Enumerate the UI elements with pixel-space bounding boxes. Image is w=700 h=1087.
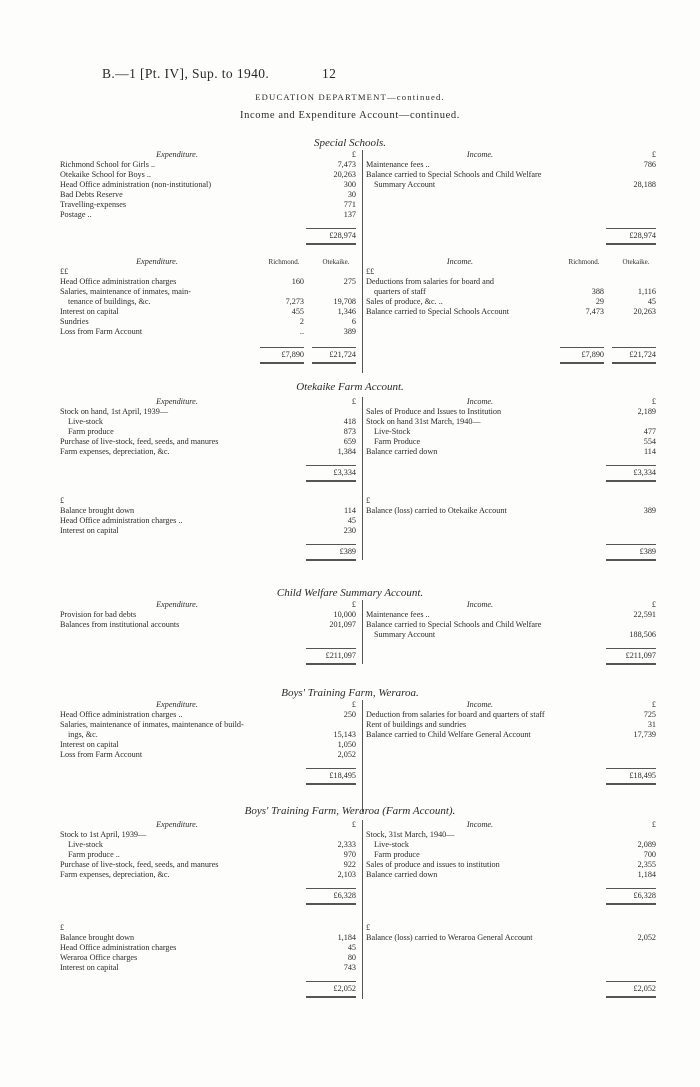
pound-sign: £	[351, 150, 356, 159]
ledger-row	[60, 417, 360, 427]
ledger-total: £211,097	[606, 648, 656, 665]
ledger-amount: 2,052	[637, 933, 656, 942]
ledger-item: Head Office administration charges ..	[60, 710, 183, 719]
ledger-item: Stock on hand 31st March, 1940—	[366, 417, 481, 426]
ledger-item: Salaries, maintenance of inmates, main-	[60, 287, 191, 296]
ledger-row	[366, 860, 660, 870]
ledger-row	[366, 933, 660, 943]
ledger-amount-richmond: 455	[291, 307, 304, 316]
ledger-row	[60, 516, 360, 526]
ledger-total: £3,334	[606, 465, 656, 482]
pound-row	[60, 267, 360, 277]
ledger-item: Balance carried down	[366, 870, 438, 879]
ledger-amount-otekaike: 1,346	[337, 307, 356, 316]
ledger-item: Richmond School for Girls ..	[60, 160, 156, 169]
ledger-item: Farm expenses, depreciation, &c.	[60, 447, 170, 456]
ledger-row	[60, 427, 360, 437]
pound-sign: £	[370, 267, 375, 276]
pound-row	[366, 496, 660, 506]
ledger-total: £389	[306, 544, 356, 561]
pound-sign: £	[651, 600, 656, 609]
ledger-amount: 45	[347, 516, 356, 525]
ledger-row	[366, 160, 660, 170]
ledger-amount-otekaike: 1,116	[637, 287, 656, 296]
ledger-total: £2,052	[306, 981, 356, 998]
ledger-total: £28,974	[306, 228, 356, 245]
pound-sign: £	[60, 923, 65, 932]
ledger-amount: 137	[343, 210, 356, 219]
ledger-row	[60, 190, 360, 200]
ledger-total: £18,495	[606, 768, 656, 785]
pound-sign: £	[351, 600, 356, 609]
pound-row	[60, 496, 360, 506]
column-head-richmond: Richmond.	[568, 258, 600, 266]
ledger-item: Sundries	[60, 317, 89, 326]
boys-farm-account-title: Boys' Training Farm, Weraroa (Farm Account).	[244, 805, 456, 817]
ledger-amount: 30	[347, 190, 356, 199]
column-divider	[362, 700, 363, 812]
ledger-amount: 1,384	[337, 447, 356, 456]
ledger-item: tenance of buildings, &c.	[68, 297, 151, 306]
ledger-item: Interest on capital	[60, 307, 119, 316]
page-number: 12	[322, 66, 337, 81]
ledger-item: Otekaike School for Boys ..	[60, 170, 151, 179]
ledger-row	[60, 610, 360, 620]
ledger-amount: 2,103	[337, 870, 356, 879]
ledger-amount: 873	[343, 427, 356, 436]
ledger-item: Provision for bad debts	[60, 610, 137, 619]
pound-sign: £	[651, 150, 656, 159]
ledger-amount-otekaike: 6	[351, 317, 356, 326]
ledger-total: £2,052	[606, 981, 656, 998]
ledger-item: Head Office administration charges ..	[60, 516, 183, 525]
ledger-amount-otekaike: 275	[343, 277, 356, 286]
boys-training-farm-title: Boys' Training Farm, Weraroa.	[281, 687, 419, 699]
expenditure-heading-label: Expenditure.	[156, 700, 198, 709]
ledger-row	[366, 180, 660, 190]
ledger-item: Loss from Farm Account	[60, 750, 143, 759]
pound-sign: £	[64, 267, 69, 276]
ledger-item: Live-stock	[68, 417, 104, 426]
pound-sign: £	[651, 820, 656, 829]
richmond-otekaike-account	[60, 257, 660, 373]
special-schools-account	[60, 150, 660, 270]
ledger-row	[60, 170, 360, 180]
ledger-amount: 114	[344, 506, 356, 515]
ledger-row	[60, 200, 360, 210]
ledger-row	[366, 870, 660, 880]
ledger-amount: 1,184	[337, 933, 356, 942]
expenditure-heading	[60, 820, 360, 830]
ledger-row	[366, 287, 660, 297]
ledger-row	[60, 620, 360, 630]
ledger-row	[60, 943, 360, 953]
expenditure-heading	[60, 397, 360, 407]
ledger-total: £211,097	[306, 648, 356, 665]
ledger-item: Sales of produce, &c. ..	[366, 297, 443, 306]
income-heading-label: Income.	[466, 397, 494, 406]
ledger-amount: 922	[343, 860, 356, 869]
ledger-item: Travelling-expenses	[60, 200, 127, 209]
column-divider	[362, 600, 363, 664]
ledger-amount: 1,050	[337, 740, 356, 749]
ledger-amount-richmond: 160	[291, 277, 304, 286]
ledger-item: Farm produce ..	[68, 850, 120, 859]
ledger-row	[60, 297, 360, 307]
ledger-amount: 786	[643, 160, 656, 169]
ledger-amount-richmond: 7,473	[585, 307, 604, 316]
income-heading-label: Income.	[446, 257, 474, 266]
column-divider	[362, 257, 363, 373]
ledger-amount: 771	[343, 200, 356, 209]
ledger-item: Head Office administration charges	[60, 943, 177, 952]
account-title: Income and Expenditure Account—continued.	[240, 110, 460, 121]
ledger-row	[60, 526, 360, 536]
ledger-amount: 31	[647, 720, 656, 729]
ledger-total-otekaike: £21,724	[612, 347, 656, 364]
ledger-total: £6,328	[306, 888, 356, 905]
ledger-row	[60, 437, 360, 447]
ledger-item: Weraroa Office charges	[60, 953, 138, 962]
ledger-row	[60, 720, 360, 730]
ledger-item: Balance (loss) carried to Otekaike Account	[366, 506, 507, 515]
ledger-amount: 700	[643, 850, 656, 859]
ledger-item: Rent of buildings and sundries	[366, 720, 467, 729]
ledger-row	[366, 840, 660, 850]
income-column	[366, 496, 660, 556]
income-column	[366, 600, 660, 660]
ledger-amount-richmond: ..	[299, 327, 304, 336]
ledger-item: Maintenance fees ..	[366, 160, 430, 169]
ledger-row	[366, 417, 660, 427]
column-divider	[362, 496, 363, 560]
ledger-row	[60, 830, 360, 840]
expenditure-heading-label: Expenditure.	[156, 150, 198, 159]
ledger-row	[60, 287, 360, 297]
ledger-amount: 2,189	[637, 407, 656, 416]
ledger-item: quarters of staff	[374, 287, 426, 296]
income-column	[366, 923, 660, 993]
income-heading	[366, 700, 660, 710]
ledger-item: Purchase of live-stock, feed, seeds, and manures	[60, 437, 219, 446]
ledger-item: Live-stock	[374, 840, 410, 849]
special-schools-title: Special Schools.	[313, 137, 387, 149]
ledger-row	[366, 830, 660, 840]
income-column	[366, 257, 660, 359]
ledger-item: Summary Account	[374, 180, 436, 189]
ledger-item: Deduction from salaries for board and quarters of staff	[366, 710, 545, 719]
ledger-row	[366, 307, 660, 317]
ledger-amount: 2,333	[337, 840, 356, 849]
ledger-row	[366, 427, 660, 437]
column-divider	[362, 820, 363, 924]
ledger-total: £18,495	[306, 768, 356, 785]
ledger-item: Sales of produce and issues to institution	[366, 860, 500, 869]
ledger-item: Balance carried to Special Schools Account	[366, 307, 510, 316]
income-heading	[366, 600, 660, 610]
ledger-item: Balance carried to Special Schools and Child Welfare	[366, 170, 542, 179]
ledger-item: Head Office administration (non-institutional)	[60, 180, 212, 189]
ledger-row	[60, 506, 360, 516]
boys-farm-loss-account	[60, 923, 660, 999]
income-heading	[366, 257, 660, 267]
ledger-row	[366, 170, 660, 180]
ledger-row	[60, 277, 360, 287]
income-heading-label: Income.	[466, 150, 494, 159]
pound-sign: £	[651, 700, 656, 709]
column-divider	[362, 397, 363, 497]
ledger-amount: 201,097	[329, 620, 356, 629]
ledger-total: £28,974	[606, 228, 656, 245]
ledger-row	[60, 850, 360, 860]
ledger-item: Loss from Farm Account	[60, 327, 143, 336]
expenditure-heading-label: Expenditure.	[156, 820, 198, 829]
ledger-total-richmond: £7,890	[560, 347, 604, 364]
pound-row	[60, 923, 360, 933]
pound-sign: £	[351, 820, 356, 829]
ledger-item: Live-Stock	[374, 427, 411, 436]
ledger-row	[366, 630, 660, 640]
ledger-item: Farm Produce	[374, 437, 421, 446]
ledger-row	[366, 710, 660, 720]
pound-sign: £	[60, 496, 65, 505]
ledger-row	[60, 407, 360, 417]
ledger-item: Balances from institutional accounts	[60, 620, 180, 629]
ledger-amount: 22,591	[633, 610, 656, 619]
page-reference: B.—1 [Pt. IV], Sup. to 1940.	[102, 66, 270, 81]
income-heading-label: Income.	[466, 600, 494, 609]
ledger-row	[60, 210, 360, 220]
expenditure-heading	[60, 150, 360, 160]
ledger-amount: 20,263	[333, 170, 356, 179]
ledger-amount-richmond: 2	[299, 317, 304, 326]
pound-sign: £	[366, 923, 371, 932]
ledger-row	[60, 160, 360, 170]
ledger-row	[60, 447, 360, 457]
income-column	[366, 820, 660, 900]
income-heading	[366, 397, 660, 407]
child-welfare-summary-account	[60, 600, 660, 664]
pound-sign: £	[651, 397, 656, 406]
ledger-amount: 15,143	[333, 730, 356, 739]
ledger-item: Salaries, maintenance of inmates, maintenance of build-	[60, 720, 244, 729]
ledger-item: Interest on capital	[60, 526, 119, 535]
ledger-amount: 10,000	[333, 610, 356, 619]
ledger-amount: 80	[347, 953, 356, 962]
ledger-item: Balance (loss) carried to Weraroa General Account	[366, 933, 533, 942]
income-heading	[366, 820, 660, 830]
ledger-row	[60, 870, 360, 880]
ledger-item: Balance brought down	[60, 506, 135, 515]
expenditure-column	[60, 600, 360, 660]
ledger-amount-richmond: 7,273	[285, 297, 304, 306]
ledger-amount: 28,188	[633, 180, 656, 189]
ledger-row	[60, 840, 360, 850]
ledger-amount: 743	[343, 963, 356, 972]
income-heading-label: Income.	[466, 820, 494, 829]
ledger-item: Farm expenses, depreciation, &c.	[60, 870, 170, 879]
ledger-item: Balance carried to Child Welfare General Account	[366, 730, 531, 739]
otekaike-farm-loss-account	[60, 496, 660, 560]
boys-farm-account	[60, 820, 660, 924]
ledger-row	[60, 953, 360, 963]
pound-sign: £	[351, 700, 356, 709]
ledger-item: Stock, 31st March, 1940—	[366, 830, 455, 839]
ledger-item: Purchase of live-stock, feed, seeds, and manures	[60, 860, 219, 869]
ledger-item: Farm produce	[374, 850, 420, 859]
income-column	[366, 700, 660, 780]
expenditure-column	[60, 820, 360, 900]
ledger-amount: 230	[343, 526, 356, 535]
pound-row	[366, 923, 660, 933]
column-head-otekaike: Otekaike.	[322, 258, 350, 266]
ledger-item: Stock on hand, 1st April, 1939—	[60, 407, 169, 416]
column-divider	[362, 923, 363, 999]
ledger-row	[366, 610, 660, 620]
ledger-item: Maintenance fees ..	[366, 610, 430, 619]
ledger-amount: 1,184	[637, 870, 656, 879]
ledger-amount: 17,739	[633, 730, 656, 739]
ledger-row	[60, 710, 360, 720]
ledger-amount: 45	[347, 943, 356, 952]
pound-sign: £	[366, 496, 371, 505]
expenditure-heading-label: Expenditure.	[136, 257, 178, 266]
ledger-amount: 659	[343, 437, 356, 446]
income-heading-label: Income.	[466, 700, 494, 709]
ledger-row	[60, 963, 360, 973]
ledger-item: Interest on capital	[60, 963, 119, 972]
ledger-item: Head Office administration charges	[60, 277, 177, 286]
expenditure-heading-label: Expenditure.	[156, 600, 198, 609]
ledger-amount: 725	[643, 710, 656, 719]
ledger-amount-otekaike: 20,263	[633, 307, 656, 316]
ledger-amount-otekaike: 45	[647, 297, 656, 306]
ledger-row	[366, 297, 660, 307]
ledger-row	[60, 750, 360, 760]
ledger-row	[60, 860, 360, 870]
ledger-total: £3,334	[306, 465, 356, 482]
expenditure-heading	[60, 600, 360, 610]
column-head-otekaike: Otekaike.	[622, 258, 650, 266]
ledger-amount: 300	[343, 180, 356, 189]
ledger-row	[366, 447, 660, 457]
expenditure-heading-label: Expenditure.	[156, 397, 198, 406]
column-divider	[362, 150, 363, 270]
otekaike-farm-title: Otekaike Farm Account.	[296, 381, 404, 393]
ledger-total-otekaike: £21,724	[312, 347, 356, 364]
expenditure-column	[60, 700, 360, 780]
expenditure-heading	[60, 700, 360, 710]
child-welfare-title: Child Welfare Summary Account.	[276, 587, 424, 599]
ledger-total-richmond: £7,890	[260, 347, 304, 364]
ledger-item: Balance carried to Special Schools and Child Welfare	[366, 620, 542, 629]
column-head-richmond: Richmond.	[268, 258, 300, 266]
boys-training-farm-account	[60, 700, 660, 812]
ledger-amount-richmond: 388	[591, 287, 604, 296]
pound-row	[366, 267, 660, 277]
ledger-amount: 970	[343, 850, 356, 859]
ledger-row	[60, 307, 360, 317]
expenditure-column	[60, 496, 360, 556]
ledger-row	[366, 620, 660, 630]
ledger-item: Stock to 1st April, 1939—	[60, 830, 147, 839]
ledger-item: Deductions from salaries for board and	[366, 277, 495, 286]
ledger-amount: 250	[343, 710, 356, 719]
ledger-row	[60, 317, 360, 327]
ledger-amount-otekaike: 389	[343, 327, 356, 336]
ledger-item: Farm produce	[68, 427, 114, 436]
ledger-amount: 2,355	[637, 860, 656, 869]
ledger-row	[60, 740, 360, 750]
otekaike-farm-account	[60, 397, 660, 497]
ledger-amount: 7,473	[337, 160, 356, 169]
ledger-row	[366, 850, 660, 860]
ledger-item: Live-stock	[68, 840, 104, 849]
ledger-amount-richmond: 29	[595, 297, 604, 306]
ledger-item: Interest on capital	[60, 740, 119, 749]
ledger-row	[366, 730, 660, 740]
ledger-row	[366, 437, 660, 447]
ledger-item: Bad Debts Reserve	[60, 190, 123, 199]
ledger-amount: 114	[644, 447, 656, 456]
pound-sign: £	[60, 267, 65, 276]
ledger-item: Balance carried down	[366, 447, 438, 456]
ledger-row	[366, 506, 660, 516]
expenditure-column	[60, 150, 360, 240]
ledger-item: Sales of Produce and Issues to Institution	[366, 407, 502, 416]
ledger-amount: 188,506	[629, 630, 656, 639]
income-column	[366, 150, 660, 240]
income-heading	[366, 150, 660, 160]
ledger-amount: 389	[643, 506, 656, 515]
expenditure-heading	[60, 257, 360, 267]
ledger-item: ings, &c.	[68, 730, 98, 739]
ledger-item: Summary Account	[374, 630, 436, 639]
pound-sign: £	[366, 267, 371, 276]
ledger-amount: 418	[343, 417, 356, 426]
ledger-row	[60, 933, 360, 943]
department-title: EDUCATION DEPARTMENT—continued.	[255, 92, 445, 102]
pound-sign: £	[351, 397, 356, 406]
expenditure-column	[60, 257, 360, 359]
expenditure-column	[60, 923, 360, 993]
ledger-total: £6,328	[606, 888, 656, 905]
ledger-row	[366, 720, 660, 730]
ledger-row	[366, 407, 660, 417]
ledger-amount: 2,089	[637, 840, 656, 849]
ledger-amount: 2,052	[337, 750, 356, 759]
ledger-amount: 554	[643, 437, 656, 446]
ledger-amount: 477	[643, 427, 656, 436]
ledger-row	[366, 277, 660, 287]
expenditure-column	[60, 397, 360, 477]
ledger-total: £389	[606, 544, 656, 561]
income-column	[366, 397, 660, 477]
ledger-item: Postage ..	[60, 210, 92, 219]
ledger-row	[60, 180, 360, 190]
ledger-row	[60, 327, 360, 337]
ledger-item: Balance brought down	[60, 933, 135, 942]
ledger-amount-otekaike: 19,708	[333, 297, 356, 306]
ledger-row	[60, 730, 360, 740]
